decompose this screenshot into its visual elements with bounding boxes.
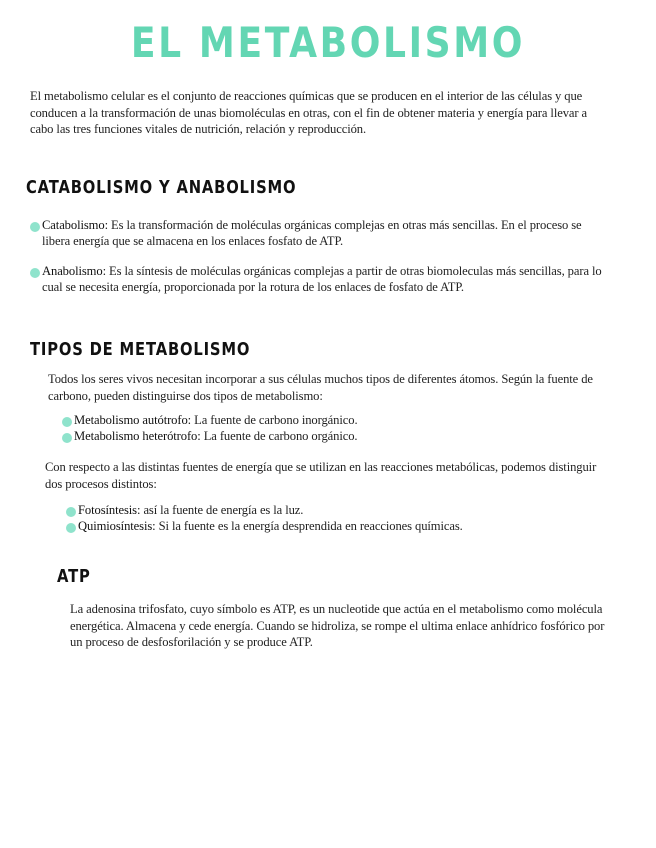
- bullet-dot-icon: [66, 523, 76, 533]
- term-heterotrofo: Metabolismo heterótrofo:: [74, 429, 201, 443]
- tipos-paragraph-energia: Con respecto a las distintas fuentes de energía que se utilizan en las reacciones metabólicas, podemos distinguir dos procesos distintos:: [45, 460, 597, 491]
- list-item-catabolismo: [42, 217, 612, 249]
- atp-paragraph: La adenosina trifosfato, cuyo símbolo es ATP, es un nucleotide que actúa en el metabolismo como molécula energética. Almacena y cede energía. Cuando se hidroliza, se rompe el ultima enlace anhídrico fosfórico por un proceso de desfosforilación y se produce ATP.: [70, 602, 605, 649]
- definition-heterotrofo: La fuente de carbono orgánico.: [200, 429, 358, 443]
- definition-fotosintesis: así la fuente de energía es la luz.: [140, 503, 304, 517]
- definition-catabolismo: Es la transformación de moléculas orgánicas complejas en otras más sencillas. En el proceso se libera energía que se almacena en los enlaces fosfato de ATP.: [42, 218, 582, 248]
- term-autotrofo: Metabolismo autótrofo:: [74, 413, 192, 427]
- term-catabolismo: Catabolismo:: [42, 218, 108, 232]
- definition-autotrofo: La fuente de carbono inorgánico.: [191, 413, 358, 427]
- section-heading-catabolismo: CATABOLISMO Y ANABOLISMO: [26, 177, 297, 198]
- term-anabolismo: Anabolismo:: [42, 264, 106, 278]
- tipos-paragraph-carbono: Todos los seres vivos necesitan incorporar a sus células muchos tipos de diferentes átomos. Según la fuente de carbono, pueden distinguirse dos tipos de metabolismo:: [48, 372, 593, 403]
- bullet-dot-icon: [62, 417, 72, 427]
- bullet-dot-icon: [62, 433, 72, 443]
- list-item-anabolismo: [42, 263, 612, 295]
- term-fotosintesis: Fotosíntesis:: [78, 503, 141, 517]
- definition-quimiosintesis: Si la fuente es la energía desprendida en reacciones químicas.: [155, 519, 463, 533]
- section-heading-atp: ATP: [57, 566, 91, 587]
- intro-paragraph: El metabolismo celular es el conjunto de reacciones químicas que se producen en el interior de las células y que conducen a la transformación de unas biomoléculas en otras, con el fin de obtener materia y energía para llevar a cabo las tres funciones vitales de nutrición, relación y reproducción.: [30, 89, 588, 136]
- bullet-dot-icon: [66, 507, 76, 517]
- list-item-quimiosintesis: [78, 518, 618, 534]
- bullet-dot-icon: [30, 222, 40, 232]
- term-quimiosintesis: Quimiosíntesis:: [78, 519, 156, 533]
- definition-anabolismo: Es la síntesis de moléculas orgánicas complejas a partir de otras biomoleculas más sencillas, para lo cual se necesita energía, proporcionada por la rotura de los enlaces de fosfato de ATP.: [42, 264, 602, 294]
- section-heading-tipos: TIPOS DE METABOLISMO: [30, 339, 251, 360]
- bullet-dot-icon: [30, 268, 40, 278]
- list-item-heterotrofo: [74, 428, 614, 444]
- page-title: EL METABOLISMO: [130, 18, 526, 67]
- list-item-autotrofo: [74, 412, 614, 428]
- list-item-fotosintesis: [78, 502, 618, 518]
